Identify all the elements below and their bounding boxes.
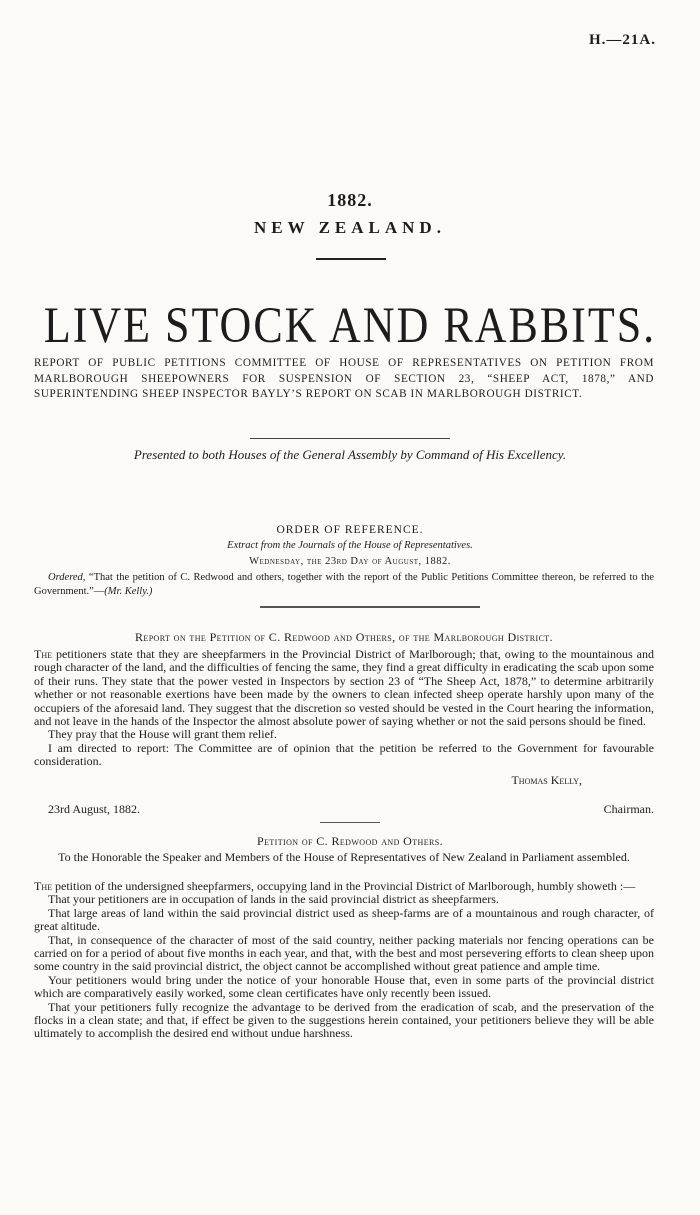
petition-para: Your petitioners would bring under the notice of your honorable House that, even in some parts of the provincial district which are comparatively easily worked, some clean certificates have only recently been issued. bbox=[34, 972, 654, 1001]
country-heading: NEW ZEALAND. bbox=[254, 218, 446, 237]
order-heading: ORDER OF REFERENCE. bbox=[276, 524, 424, 536]
signatory: Thomas Kelly, bbox=[511, 773, 582, 787]
document-reference: H.—21A. bbox=[589, 32, 656, 48]
report-para: petitioners state that they are sheepfarmers in the Provincial District of Marlborough; that, owing to the mountainous and rough character of the land, and the difficulties of fencing the same, they find a great difficulty in eradicating the scab upon some of their runs. They state that the power vested in Inspectors by section 23 of “The Sheep Act, 1878,” to determine arbitrarily whether or not reasonable exertions have been made by the owners to clean infected sheep operate harshly upon many of the occupiers of the aforesaid land. They suggest that the discretion so vested should be vested in the Court hearing the information, and not leave in the hands of the Inspector the almost absolute power of saying whether or not the said persons should be fined. bbox=[34, 647, 655, 729]
order-text bbox=[34, 571, 654, 598]
order-extract: Extract from the Journals of the House of Representatives. bbox=[227, 540, 473, 551]
divider bbox=[320, 822, 380, 823]
main-title: LIVE STOCK AND RABBITS. bbox=[43, 297, 657, 354]
petition-lead: The bbox=[34, 879, 52, 893]
report-lead: The bbox=[34, 647, 52, 661]
signatory-role: Chairman. bbox=[603, 802, 654, 816]
petition-address: To the Honorable the Speaker and Members of the House of Representatives of New Zealand in Parliament assembled. bbox=[58, 850, 630, 864]
ordered-mover: (Mr. Kelly.) bbox=[104, 585, 153, 597]
report-body bbox=[34, 648, 654, 769]
order-date: Wednesday, the 23rd Day of August, 1882. bbox=[249, 556, 451, 567]
divider bbox=[260, 606, 480, 608]
divider bbox=[250, 438, 450, 439]
year: 1882. bbox=[327, 190, 373, 210]
divider bbox=[316, 258, 386, 260]
ordered-label: Ordered, bbox=[48, 572, 86, 583]
presented-line: Presented to both Houses of the General Assembly by Command of His Excellency. bbox=[133, 447, 567, 462]
petition-para: That large areas of land within the said provincial district used as sheep-farms are of a mountainous and rough character, of great altitude. bbox=[34, 905, 654, 934]
petition-para: That your petitioners fully recognize the advantage to be derived from the eradication of scab, and the preservation of the flocks in a clean state; and that, if effect be given to the suggestions herein contained, your petitioners believe they will be able ultimately to accomplish the desired end without undue harshness. bbox=[34, 999, 654, 1041]
petition-body bbox=[34, 880, 654, 1041]
report-para: They pray that the House will grant them relief. bbox=[48, 727, 277, 742]
petition-intro: petition of the undersigned sheepfarmers, occupying land in the Provincial District of Marlborough, humbly showeth :— bbox=[52, 879, 636, 893]
subtitle: REPORT OF PUBLIC PETITIONS COMMITTEE OF HOUSE OF REPRESENTATIVES ON PETITION FROM MARLBOROUGH SHEEPOWNERS FOR SUSPENSION OF SECTION 23, “SHEEP ACT, 1878,” AND SUPERINTENDING SHEEP INSPECTOR BAYLY’S REPORT ON SCAB IN MARLBOROUGH DISTRICT. bbox=[34, 357, 654, 400]
report-date: 23rd August, 1882. bbox=[48, 802, 141, 816]
ordered-body: “That the petition of C. Redwood and others, together with the report of the Public Petitions Committee thereon, be referred to the Government.”— bbox=[34, 572, 654, 597]
report-heading: Report on the Petition of C. Redwood and Others, of the Marlborough District. bbox=[135, 630, 553, 644]
petition-heading: Petition of C. Redwood and Others. bbox=[257, 834, 443, 848]
report-para: I am directed to report: The Committee are of opinion that the petition be referred to the Government for favourable consideration. bbox=[34, 740, 654, 769]
petition-para: That, in consequence of the character of most of the said country, neither packing materials nor fencing operations can be carried on for a period of about five months in each year, and that, with the best and most persevering efforts to clean sheep upon some country in the said provincial district, the object cannot be accomplished without great patience and ample time. bbox=[34, 932, 654, 974]
petition-para: That your petitioners are in occupation of lands in the said provincial district as sheepfarmers. bbox=[48, 892, 499, 907]
